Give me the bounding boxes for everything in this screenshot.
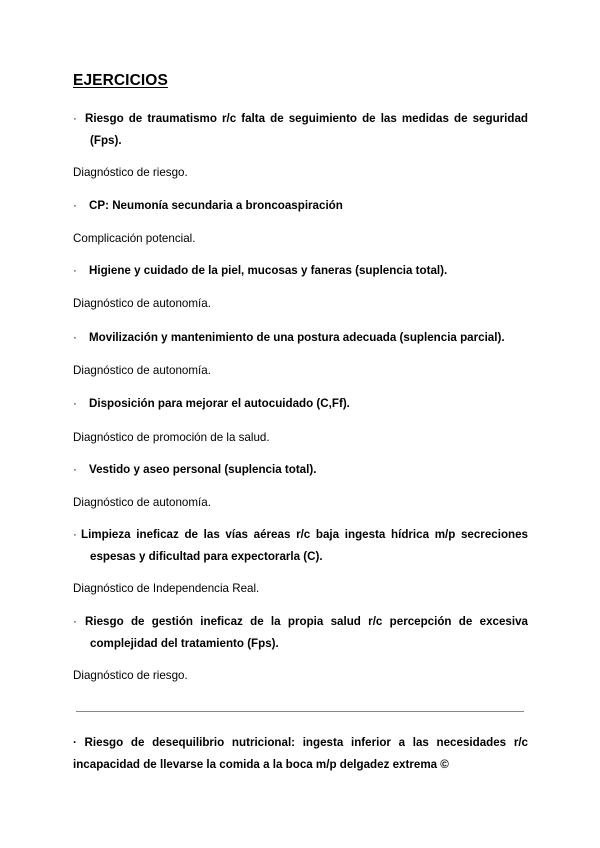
diagnosis-note-1: Diagnóstico de riesgo.	[73, 166, 188, 179]
diagnosis-item-1	[73, 108, 528, 152]
diagnosis-item-5	[73, 393, 528, 415]
page-title: EJERCICIOS	[73, 72, 168, 89]
bullet-point: ·	[73, 264, 77, 277]
final-diagnosis-line-1: · Riesgo de desequilibrio nutricional: ingesta inferior a las necesidades r/c	[73, 736, 528, 749]
bullet-point: ·	[73, 331, 77, 344]
final-diagnosis	[73, 732, 528, 776]
diagnosis-label-continued: complejidad del tratamiento (Fps).	[90, 637, 279, 650]
diagnosis-item-8	[73, 611, 528, 655]
bullet-point: ·	[73, 463, 77, 476]
diagnosis-item-2	[73, 195, 528, 217]
bullet-point: ·	[73, 112, 77, 125]
bullet-point: ·	[73, 528, 77, 541]
diagnosis-label-continued: espesas y dificultad para expectorarla (C).	[90, 550, 323, 563]
diagnosis-label: Vestido y aseo personal (suplencia total).	[89, 463, 317, 476]
diagnosis-item-4	[73, 327, 528, 349]
diagnosis-note-5: Diagnóstico de promoción de la salud.	[73, 431, 270, 444]
diagnosis-item-3	[73, 260, 528, 282]
diagnosis-note-7: Diagnóstico de Independencia Real.	[73, 582, 260, 595]
diagnosis-label: Movilización y mantenimiento de una postura adecuada (suplencia parcial).	[89, 331, 505, 344]
diagnosis-note-3: Diagnóstico de autonomía.	[73, 297, 211, 310]
diagnosis-label: Disposición para mejorar el autocuidado (C,Ff).	[89, 397, 350, 410]
bullet-point: ·	[73, 397, 77, 410]
section-divider	[76, 711, 524, 712]
diagnosis-item-6	[73, 459, 528, 481]
diagnosis-label: Riesgo de traumatismo r/c falta de seguimiento de las medidas de seguridad	[85, 112, 528, 125]
diagnosis-label: CP: Neumonía secundaria a broncoaspiración	[89, 199, 343, 212]
diagnosis-note-2: Complicación potencial.	[73, 232, 196, 245]
diagnosis-note-4: Diagnóstico de autonomía.	[73, 364, 211, 377]
diagnosis-label: Riesgo de gestión ineficaz de la propia salud r/c percepción de excesiva	[85, 615, 528, 628]
diagnosis-label-continued: (Fps).	[90, 134, 122, 147]
diagnosis-note-8: Diagnóstico de riesgo.	[73, 669, 188, 682]
diagnosis-label: Higiene y cuidado de la piel, mucosas y faneras (suplencia total).	[89, 264, 448, 277]
final-diagnosis-line-2: incapacidad de llevarse la comida a la boca m/p delgadez extrema ©	[73, 758, 449, 771]
bullet-point: ·	[73, 615, 77, 628]
diagnosis-label: Limpieza ineficaz de las vías aéreas r/c baja ingesta hídrica m/p secreciones	[81, 528, 528, 541]
diagnosis-note-6: Diagnóstico de autonomía.	[73, 496, 211, 509]
bullet-point: ·	[73, 199, 77, 212]
diagnosis-item-7	[73, 524, 528, 568]
